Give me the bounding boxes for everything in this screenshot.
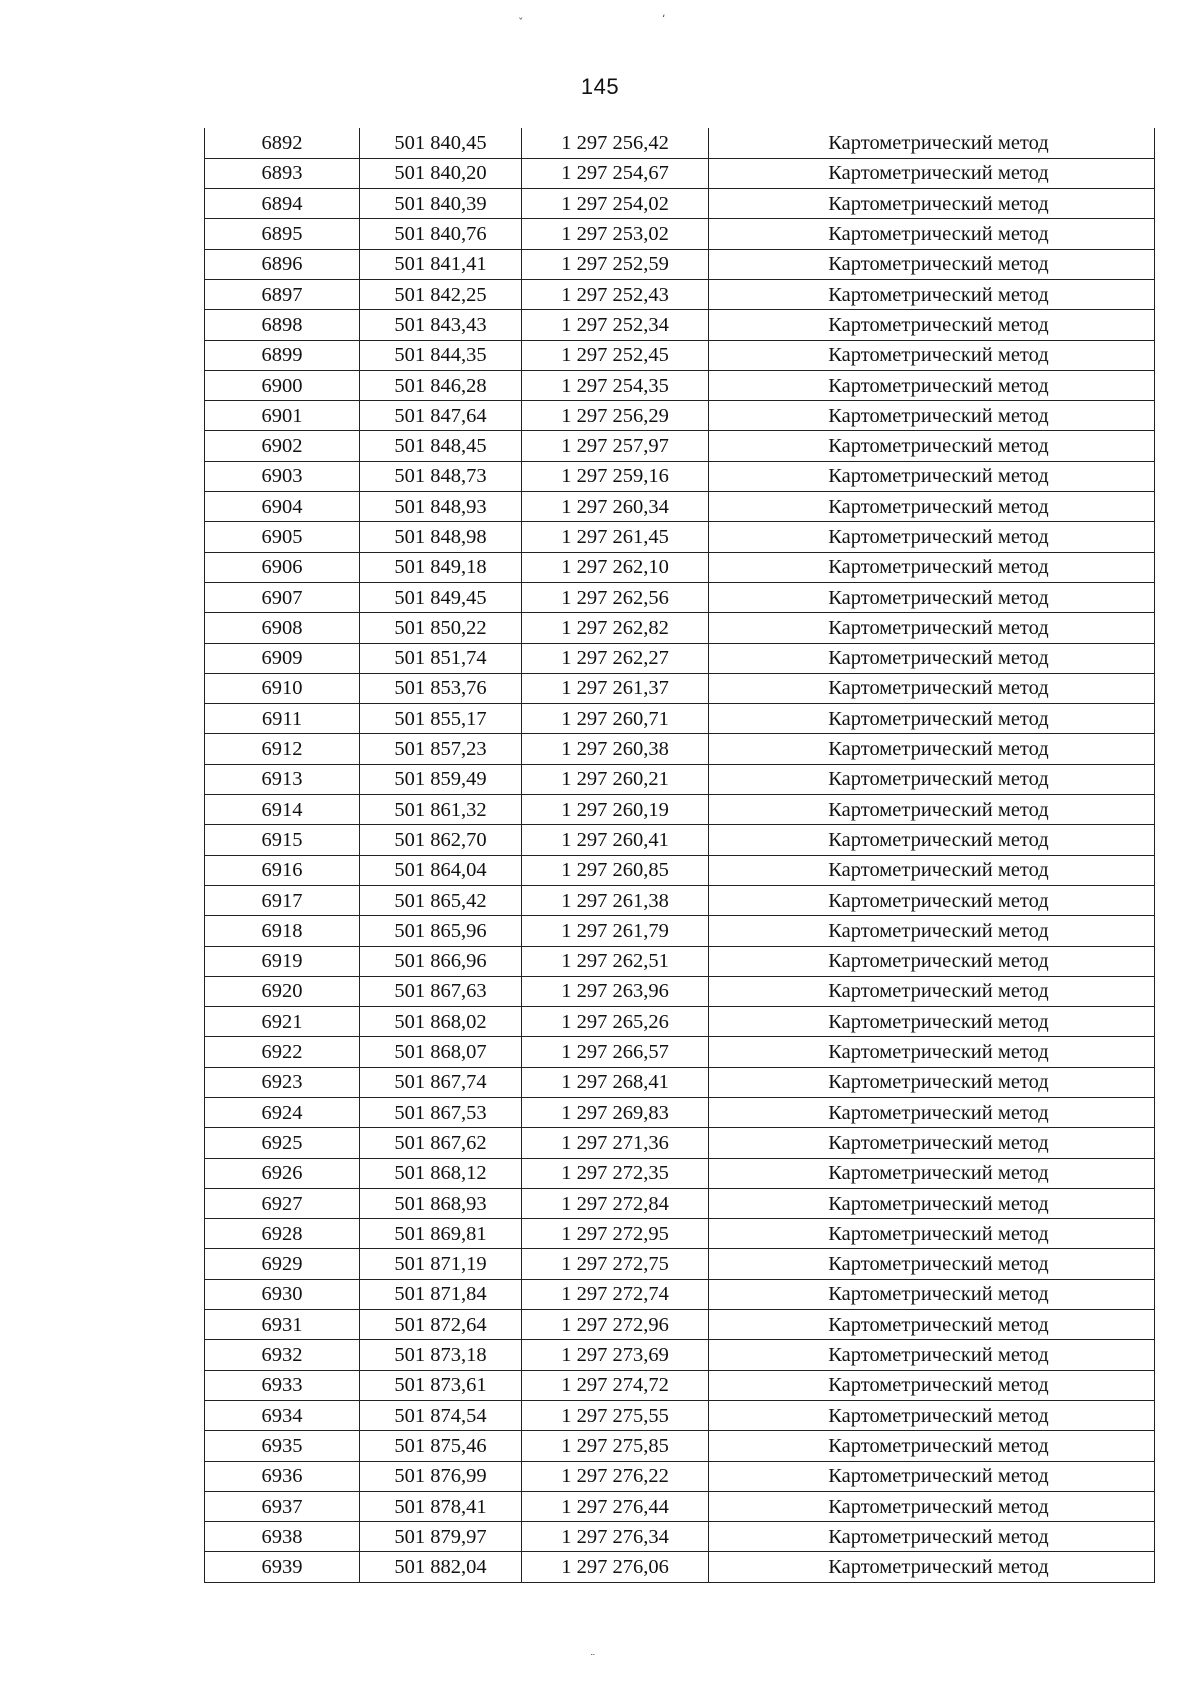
cell-y-coordinate: 1 297 260,19 [522,795,709,825]
cell-x-coordinate: 501 865,96 [360,916,522,946]
cell-y-coordinate: 1 297 276,34 [522,1522,709,1552]
cell-point-number: 6903 [205,461,360,491]
cell-y-coordinate: 1 297 252,34 [522,310,709,340]
table-row [205,764,1155,794]
cell-point-number: 6920 [205,976,360,1006]
table-row [205,795,1155,825]
cell-point-number: 6934 [205,1400,360,1430]
cell-y-coordinate: 1 297 266,57 [522,1037,709,1067]
cell-method: Картометрический метод [709,1310,1155,1340]
table-row [205,1461,1155,1491]
cell-method: Картометрический метод [709,1158,1155,1188]
cell-point-number: 6918 [205,916,360,946]
cell-y-coordinate: 1 297 254,67 [522,158,709,188]
cell-method: Картометрический метод [709,340,1155,370]
cell-x-coordinate: 501 857,23 [360,734,522,764]
cell-point-number: 6926 [205,1158,360,1188]
table-row [205,249,1155,279]
cell-y-coordinate: 1 297 256,42 [522,128,709,158]
cell-y-coordinate: 1 297 261,45 [522,522,709,552]
cell-method: Картометрический метод [709,1098,1155,1128]
cell-y-coordinate: 1 297 260,21 [522,764,709,794]
cell-y-coordinate: 1 297 260,71 [522,704,709,734]
table-row [205,279,1155,309]
table-row [205,552,1155,582]
cell-point-number: 6929 [205,1249,360,1279]
cell-y-coordinate: 1 297 256,29 [522,401,709,431]
cell-y-coordinate: 1 297 272,74 [522,1279,709,1309]
cell-x-coordinate: 501 872,64 [360,1310,522,1340]
table-row [205,1188,1155,1218]
cell-y-coordinate: 1 297 252,43 [522,279,709,309]
cell-x-coordinate: 501 874,54 [360,1400,522,1430]
table-row [205,1431,1155,1461]
table-row [205,1219,1155,1249]
cell-x-coordinate: 501 847,64 [360,401,522,431]
cell-y-coordinate: 1 297 276,44 [522,1491,709,1521]
cell-y-coordinate: 1 297 273,69 [522,1340,709,1370]
table-body [205,128,1155,1582]
scan-speck: ¨ [590,1652,596,1665]
table-row [205,643,1155,673]
table-row [205,1098,1155,1128]
table-row [205,946,1155,976]
table-row [205,370,1155,400]
cell-x-coordinate: 501 846,28 [360,370,522,400]
table-row [205,1007,1155,1037]
table-row [205,1128,1155,1158]
cell-method: Картометрический метод [709,582,1155,612]
cell-point-number: 6935 [205,1431,360,1461]
cell-y-coordinate: 1 297 274,72 [522,1370,709,1400]
table-row [205,825,1155,855]
table-row [205,492,1155,522]
cell-point-number: 6892 [205,128,360,158]
cell-point-number: 6894 [205,189,360,219]
coordinates-table [204,128,1155,1583]
table-row [205,855,1155,885]
cell-x-coordinate: 501 868,12 [360,1158,522,1188]
cell-y-coordinate: 1 297 261,79 [522,916,709,946]
cell-method: Картометрический метод [709,1037,1155,1067]
table-row [205,673,1155,703]
table-row [205,734,1155,764]
cell-method: Картометрический метод [709,1461,1155,1491]
cell-method: Картометрический метод [709,310,1155,340]
cell-point-number: 6922 [205,1037,360,1067]
cell-method: Картометрический метод [709,249,1155,279]
cell-x-coordinate: 501 875,46 [360,1431,522,1461]
cell-y-coordinate: 1 297 272,35 [522,1158,709,1188]
cell-y-coordinate: 1 297 262,51 [522,946,709,976]
cell-point-number: 6928 [205,1219,360,1249]
cell-method: Картометрический метод [709,1249,1155,1279]
table-row [205,885,1155,915]
cell-y-coordinate: 1 297 275,55 [522,1400,709,1430]
coordinates-table-container [204,128,1154,1583]
cell-x-coordinate: 501 868,02 [360,1007,522,1037]
cell-x-coordinate: 501 869,81 [360,1219,522,1249]
cell-y-coordinate: 1 297 257,97 [522,431,709,461]
cell-point-number: 6896 [205,249,360,279]
cell-y-coordinate: 1 297 269,83 [522,1098,709,1128]
cell-method: Картометрический метод [709,1340,1155,1370]
cell-method: Картометрический метод [709,431,1155,461]
cell-method: Картометрический метод [709,916,1155,946]
cell-method: Картометрический метод [709,1431,1155,1461]
cell-point-number: 6899 [205,340,360,370]
cell-method: Картометрический метод [709,1552,1155,1582]
cell-x-coordinate: 501 848,93 [360,492,522,522]
cell-point-number: 6917 [205,885,360,915]
cell-y-coordinate: 1 297 272,95 [522,1219,709,1249]
cell-y-coordinate: 1 297 260,85 [522,855,709,885]
cell-y-coordinate: 1 297 260,34 [522,492,709,522]
cell-x-coordinate: 501 868,07 [360,1037,522,1067]
cell-point-number: 6937 [205,1491,360,1521]
cell-method: Картометрический метод [709,1128,1155,1158]
cell-point-number: 6897 [205,279,360,309]
scan-speck: ʻ [662,12,666,25]
cell-x-coordinate: 501 855,17 [360,704,522,734]
table-row [205,1279,1155,1309]
table-row [205,1158,1155,1188]
table-row [205,704,1155,734]
cell-x-coordinate: 501 853,76 [360,673,522,703]
cell-point-number: 6925 [205,1128,360,1158]
cell-point-number: 6927 [205,1188,360,1218]
cell-x-coordinate: 501 841,41 [360,249,522,279]
cell-y-coordinate: 1 297 272,84 [522,1188,709,1218]
cell-method: Картометрический метод [709,1067,1155,1097]
cell-point-number: 6912 [205,734,360,764]
cell-method: Картометрический метод [709,795,1155,825]
cell-point-number: 6910 [205,673,360,703]
table-row [205,976,1155,1006]
cell-method: Картометрический метод [709,189,1155,219]
cell-method: Картометрический метод [709,734,1155,764]
table-row [205,128,1155,158]
cell-x-coordinate: 501 878,41 [360,1491,522,1521]
table-row [205,1400,1155,1430]
cell-x-coordinate: 501 882,04 [360,1552,522,1582]
cell-point-number: 6901 [205,401,360,431]
cell-point-number: 6924 [205,1098,360,1128]
cell-method: Картометрический метод [709,158,1155,188]
table-row [205,219,1155,249]
cell-point-number: 6931 [205,1310,360,1340]
table-row [205,582,1155,612]
table-row [205,1067,1155,1097]
cell-x-coordinate: 501 867,63 [360,976,522,1006]
cell-y-coordinate: 1 297 275,85 [522,1431,709,1461]
cell-y-coordinate: 1 297 262,27 [522,643,709,673]
cell-x-coordinate: 501 864,04 [360,855,522,885]
cell-x-coordinate: 501 843,43 [360,310,522,340]
cell-y-coordinate: 1 297 254,02 [522,189,709,219]
cell-point-number: 6932 [205,1340,360,1370]
cell-x-coordinate: 501 867,53 [360,1098,522,1128]
table-row [205,916,1155,946]
cell-point-number: 6930 [205,1279,360,1309]
cell-method: Картометрический метод [709,128,1155,158]
cell-method: Картометрический метод [709,1522,1155,1552]
cell-point-number: 6911 [205,704,360,734]
cell-method: Картометрический метод [709,1219,1155,1249]
table-row [205,1310,1155,1340]
table-row [205,340,1155,370]
cell-x-coordinate: 501 866,96 [360,946,522,976]
cell-point-number: 6908 [205,613,360,643]
cell-point-number: 6913 [205,764,360,794]
cell-x-coordinate: 501 850,22 [360,613,522,643]
cell-x-coordinate: 501 848,45 [360,431,522,461]
cell-point-number: 6895 [205,219,360,249]
cell-point-number: 6916 [205,855,360,885]
cell-x-coordinate: 501 876,99 [360,1461,522,1491]
cell-y-coordinate: 1 297 272,75 [522,1249,709,1279]
cell-x-coordinate: 501 862,70 [360,825,522,855]
cell-y-coordinate: 1 297 261,38 [522,885,709,915]
cell-method: Картометрический метод [709,1279,1155,1309]
cell-x-coordinate: 501 849,45 [360,582,522,612]
cell-method: Картометрический метод [709,885,1155,915]
table-row [205,1370,1155,1400]
table-row [205,1037,1155,1067]
table-row [205,1491,1155,1521]
cell-method: Картометрический метод [709,522,1155,552]
cell-x-coordinate: 501 871,19 [360,1249,522,1279]
cell-method: Картометрический метод [709,370,1155,400]
table-row [205,158,1155,188]
cell-point-number: 6919 [205,946,360,976]
cell-method: Картометрический метод [709,461,1155,491]
cell-y-coordinate: 1 297 265,26 [522,1007,709,1037]
cell-point-number: 6923 [205,1067,360,1097]
cell-method: Картометрический метод [709,946,1155,976]
cell-x-coordinate: 501 840,76 [360,219,522,249]
cell-y-coordinate: 1 297 262,56 [522,582,709,612]
table-row [205,1552,1155,1582]
cell-y-coordinate: 1 297 252,45 [522,340,709,370]
cell-point-number: 6914 [205,795,360,825]
cell-point-number: 6905 [205,522,360,552]
table-row [205,613,1155,643]
cell-x-coordinate: 501 873,18 [360,1340,522,1370]
cell-point-number: 6904 [205,492,360,522]
cell-method: Картометрический метод [709,613,1155,643]
cell-point-number: 6909 [205,643,360,673]
cell-y-coordinate: 1 297 252,59 [522,249,709,279]
cell-x-coordinate: 501 851,74 [360,643,522,673]
cell-point-number: 6936 [205,1461,360,1491]
table-row [205,1522,1155,1552]
cell-x-coordinate: 501 861,32 [360,795,522,825]
cell-point-number: 6900 [205,370,360,400]
page-number: 145 [580,74,620,99]
cell-method: Картометрический метод [709,1007,1155,1037]
cell-y-coordinate: 1 297 268,41 [522,1067,709,1097]
cell-x-coordinate: 501 873,61 [360,1370,522,1400]
cell-x-coordinate: 501 867,74 [360,1067,522,1097]
cell-x-coordinate: 501 840,45 [360,128,522,158]
cell-x-coordinate: 501 848,98 [360,522,522,552]
cell-x-coordinate: 501 840,39 [360,189,522,219]
cell-y-coordinate: 1 297 259,16 [522,461,709,491]
cell-x-coordinate: 501 868,93 [360,1188,522,1218]
cell-y-coordinate: 1 297 254,35 [522,370,709,400]
cell-method: Картометрический метод [709,219,1155,249]
scan-speck: ˇ [518,16,524,29]
cell-point-number: 6902 [205,431,360,461]
table-row [205,401,1155,431]
cell-x-coordinate: 501 859,49 [360,764,522,794]
cell-y-coordinate: 1 297 272,96 [522,1310,709,1340]
cell-x-coordinate: 501 871,84 [360,1279,522,1309]
cell-y-coordinate: 1 297 262,82 [522,613,709,643]
table-row [205,189,1155,219]
cell-x-coordinate: 501 840,20 [360,158,522,188]
cell-method: Картометрический метод [709,1400,1155,1430]
cell-y-coordinate: 1 297 262,10 [522,552,709,582]
cell-point-number: 6907 [205,582,360,612]
table-row [205,1340,1155,1370]
cell-y-coordinate: 1 297 276,22 [522,1461,709,1491]
cell-method: Картометрический метод [709,279,1155,309]
cell-y-coordinate: 1 297 253,02 [522,219,709,249]
cell-method: Картометрический метод [709,764,1155,794]
cell-method: Картометрический метод [709,552,1155,582]
cell-method: Картометрический метод [709,1188,1155,1218]
cell-method: Картометрический метод [709,492,1155,522]
cell-x-coordinate: 501 865,42 [360,885,522,915]
cell-x-coordinate: 501 849,18 [360,552,522,582]
cell-x-coordinate: 501 879,97 [360,1522,522,1552]
table-row [205,431,1155,461]
cell-y-coordinate: 1 297 276,06 [522,1552,709,1582]
cell-point-number: 6893 [205,158,360,188]
table-row [205,522,1155,552]
cell-y-coordinate: 1 297 260,41 [522,825,709,855]
cell-point-number: 6921 [205,1007,360,1037]
cell-method: Картометрический метод [709,673,1155,703]
cell-y-coordinate: 1 297 261,37 [522,673,709,703]
cell-point-number: 6898 [205,310,360,340]
cell-point-number: 6938 [205,1522,360,1552]
cell-point-number: 6915 [205,825,360,855]
cell-method: Картометрический метод [709,643,1155,673]
table-row [205,310,1155,340]
cell-x-coordinate: 501 844,35 [360,340,522,370]
cell-method: Картометрический метод [709,704,1155,734]
cell-method: Картометрический метод [709,1491,1155,1521]
cell-x-coordinate: 501 842,25 [360,279,522,309]
cell-y-coordinate: 1 297 260,38 [522,734,709,764]
cell-method: Картометрический метод [709,855,1155,885]
cell-method: Картометрический метод [709,976,1155,1006]
cell-method: Картометрический метод [709,825,1155,855]
table-row [205,1249,1155,1279]
cell-x-coordinate: 501 867,62 [360,1128,522,1158]
cell-method: Картометрический метод [709,401,1155,431]
cell-method: Картометрический метод [709,1370,1155,1400]
cell-x-coordinate: 501 848,73 [360,461,522,491]
cell-point-number: 6933 [205,1370,360,1400]
cell-y-coordinate: 1 297 263,96 [522,976,709,1006]
cell-y-coordinate: 1 297 271,36 [522,1128,709,1158]
cell-point-number: 6906 [205,552,360,582]
cell-point-number: 6939 [205,1552,360,1582]
table-row [205,461,1155,491]
